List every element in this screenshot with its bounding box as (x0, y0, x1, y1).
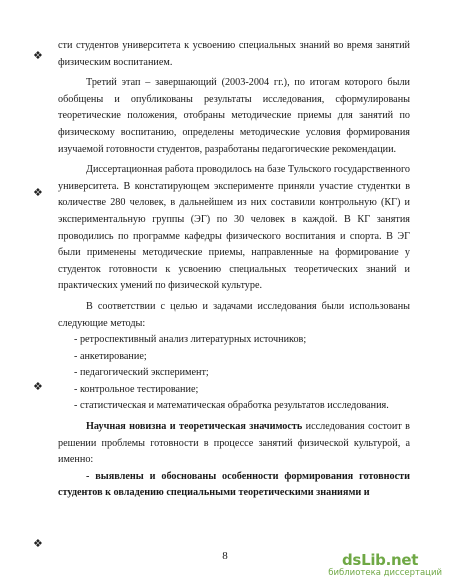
margin-mark: ❖ (33, 380, 43, 393)
watermark-logo: dsLib.net (342, 551, 419, 569)
paragraph: В соответствии с целью и задачами исследования были использованы следующие методы: (58, 300, 410, 329)
list-item: - контрольное тестирование; (74, 383, 199, 395)
margin-mark: ❖ (33, 186, 43, 199)
paragraph: Диссертационная работа проводилось на базе Тульского государственного университета. В констатирующем эксперименте приняли участие студентки в количестве 280 человек, в дальнейшем из них составили контрольную (КГ) и экспериментальную группы (ЭГ) по 30 человек в каждой. В КГ занятия проводились по программе кафедры физического воспитания и спорта. В ЭГ были применены методические приемы, направленные на формирование у студенток готовности к усвоению специальных теоретических знаний и практических умений по физической культуре. (58, 164, 410, 292)
list-item: - педагогический эксперимент; (74, 367, 209, 379)
novelty-text: исследования состоит в решении проблемы готовности в процессе занятий физической культурой, а именно: (58, 421, 410, 466)
list-item: - ретроспективный анализ литературных источников; (74, 334, 307, 346)
page-number: 8 (222, 550, 228, 562)
list-item: - выявлены и обоснованы особенности формирования готовности студентов к овладению специальными теоретическими знаниями и (58, 470, 410, 499)
margin-mark: ❖ (33, 537, 43, 550)
margin-mark: ❖ (33, 49, 43, 62)
body-text (58, 38, 410, 502)
list-item: - анкетирование; (74, 350, 147, 362)
paragraph: сти студентов университета к усвоению специальных знаний во время занятий физическим воспитанием. (58, 40, 410, 68)
novelty-heading: Научная новизна и теоретическая значимость (86, 421, 303, 433)
novelty-paragraph (58, 419, 410, 469)
watermark-subtitle: библиотека диссертаций (328, 568, 442, 578)
paragraph: Третий этап – завершающий (2003-2004 гг.), по итогам которого были обобщены и опубликованы результаты исследования, сформулированы теоретические положения, отобраны методические приемы для занятий по физическому воспитанию, определены методические условия формирования изучаемой готовности студентов, разработаны педагогические рекомендации. (58, 77, 410, 155)
list-item: - статистическая и математическая обработка результатов исследования. (74, 400, 389, 412)
